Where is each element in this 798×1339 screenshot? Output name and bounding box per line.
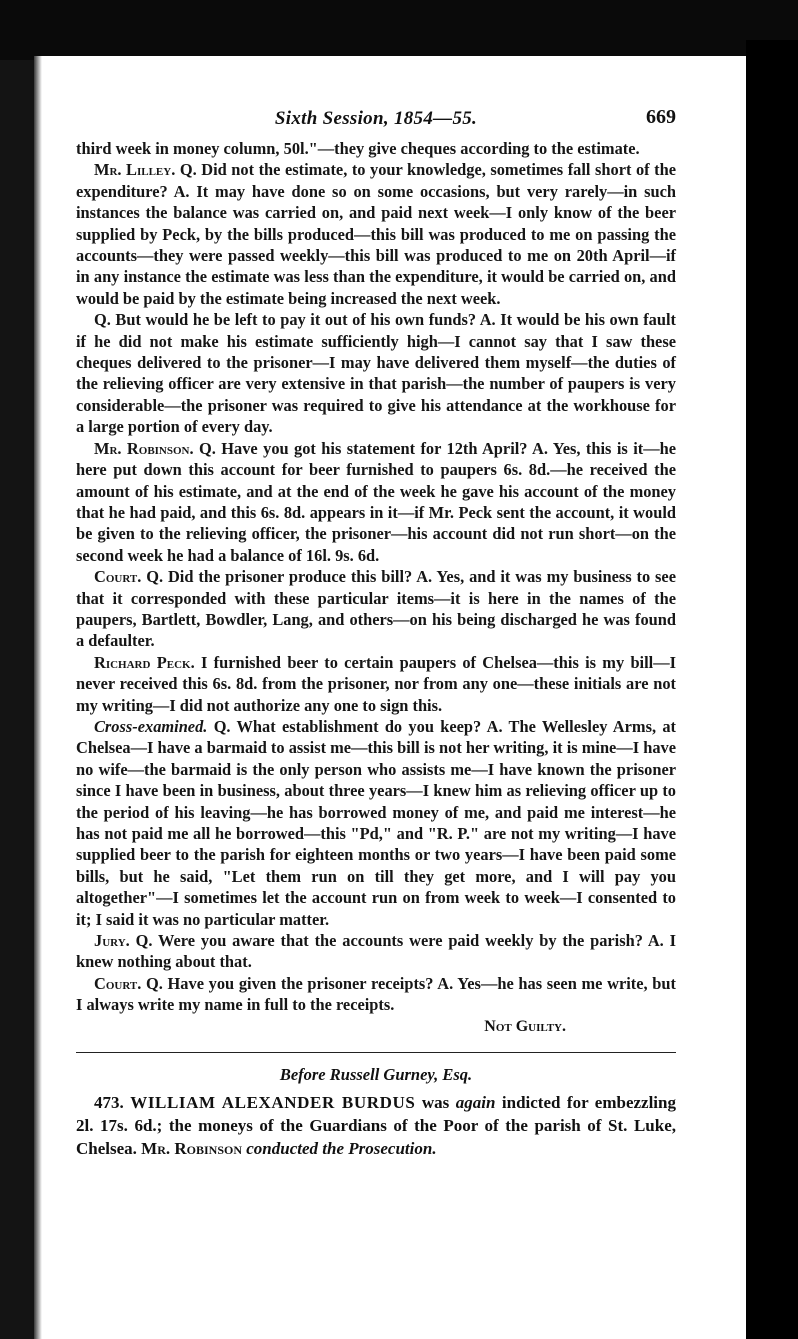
paragraph-7 xyxy=(76,930,676,973)
paragraph-text: Q. Were you aware that the accounts were paid weekly by the parish? A. I knew nothing about that. xyxy=(76,931,676,972)
paragraph-1 xyxy=(76,159,676,309)
verdict: Not Guilty. xyxy=(484,1017,566,1035)
page-content xyxy=(76,106,676,1160)
paragraph-2 xyxy=(76,309,676,437)
paragraph-text: I furnished beer to certain paupers of Chelsea—this is my bill—I never received this 6s. 8d. from the prisoner, nor from any one—these initials are not my writing—I did not authorize any one to sign this. xyxy=(76,652,676,715)
running-title: Sixth Session, 1854—55. xyxy=(274,108,478,129)
speaker-label: Court. xyxy=(94,973,142,993)
paragraph-text: Q. What establishment do you keep? A. The Wellesley Arms, at Chelsea—I have a barmaid to assist me—this bill is not her writing, it is mine—I have no wife—the barmaid is the only person who assists me—I have known the prisoner since I have been in business, about three years—I knew him as relieving officer up to the period of his leaving—he has borrowed money of me, and paid me interest—he has not paid me all he borrowed—this "Pd," and "R. P." are not my writing—I have supplied beer to the parish for eighteen months or two years—I have been paid some bills, but he said, "Let them run on till they get more, and I will pay you altogether"—I sometimes let the account run on from week to week—I consented to it; I said it was no particular matter. xyxy=(76,716,676,929)
paragraph-text: Q. Did the prisoner produce this bill? A. Yes, and it was my business to see that it corresponded with these particular items—it is here in the names of the paupers, Bartlett, Bowdler, Lang, and others—on his being discharged he was found a defaulter. xyxy=(76,567,676,651)
testimony-body xyxy=(76,138,676,1016)
paragraph-0 xyxy=(76,138,676,159)
paragraph-text: Q. Have you got his statement for 12th April? A. Yes, this is it—he here put down this account for beer furnished to paupers 6s. 8d.—he received the amount of his estimate, and at the end of the week he gave his account of the money that he had paid, and this 6s. 8d. appears in it—if Mr. Peck sent the account, it would be given to the relieving officer, the prisoner—his account did not run short—on the second week he had a balance of 16l. 9s. 6d. xyxy=(76,438,676,565)
counsel-name: Mr. Robinson xyxy=(141,1138,243,1158)
page-header xyxy=(76,106,676,138)
case-text: was xyxy=(415,1092,456,1112)
scan-border-top xyxy=(0,0,798,60)
speaker-label: Mr. Lilley. xyxy=(94,160,176,180)
case-entry xyxy=(76,1091,676,1160)
prosecution-note: conducted the Prosecution. xyxy=(242,1138,437,1158)
cross-examined-label: Cross-examined. xyxy=(94,716,208,736)
scan-border-left xyxy=(0,60,34,1339)
paragraph-text: Q. Have you given the prisoner receipts? A. Yes—he has seen me write, but I always write my name in full to the receipts. xyxy=(76,973,676,1015)
paragraph-6 xyxy=(76,716,676,930)
speaker-label: Court. xyxy=(94,567,142,587)
paragraph-text: Q. Did not the estimate, to your knowledge, sometimes fall short of the expenditure? A. It may have done so on some occasions, but very rarely—in such instances the balance was carried on, and paid next week—I only know of the beer supplied by Peck, by the bills produced—this bill was produced to me on passing the accounts—they were passed weekly—this bill was produced to me on 20th April—if in any instance the estimate was less than the expenditure, it would be carried on, and would be paid by the estimate being increased the next week. xyxy=(76,160,676,308)
section-divider xyxy=(76,1052,676,1053)
page-number: 669 xyxy=(646,106,676,128)
paragraph-4 xyxy=(76,566,676,652)
again-word: again xyxy=(455,1092,496,1112)
scan-border-right xyxy=(746,40,798,1339)
before-judge-line: Before Russell Gurney, Esq. xyxy=(279,1064,473,1084)
paragraph-5 xyxy=(76,652,676,716)
page-gutter-shadow xyxy=(34,56,42,1339)
speaker-label: Mr. Robinson. xyxy=(94,438,194,458)
defendant-name: WILLIAM ALEXANDER BURDUS xyxy=(130,1092,416,1112)
case-number: 473. xyxy=(94,1092,124,1112)
paragraph-text: Q. But would he be left to pay it out of his own funds? A. It would be his own fault if he did not make his estimate sufficiently high—I cannot say that I saw these cheques delivered to the prisoner—I may have delivered them myself—the duties of the relieving officer are very extensive in that parish—the number of paupers is very considerable—the prisoner was required to give his attendance at the workhouse for a large portion of every day. xyxy=(76,310,676,437)
witness-name: Richard Peck. xyxy=(94,652,195,672)
paragraph-3 xyxy=(76,438,676,566)
case-text: indicted for embezzling 2l. 17s. 6d.; the moneys of the Guardians of the Poor of the parish of St. Luke, Chelsea. xyxy=(76,1092,676,1158)
paragraph-text: third week in money column, 50l."—they give cheques according to the estimate. xyxy=(76,139,640,158)
paragraph-8 xyxy=(76,973,676,1016)
speaker-label: Jury. xyxy=(94,931,130,951)
